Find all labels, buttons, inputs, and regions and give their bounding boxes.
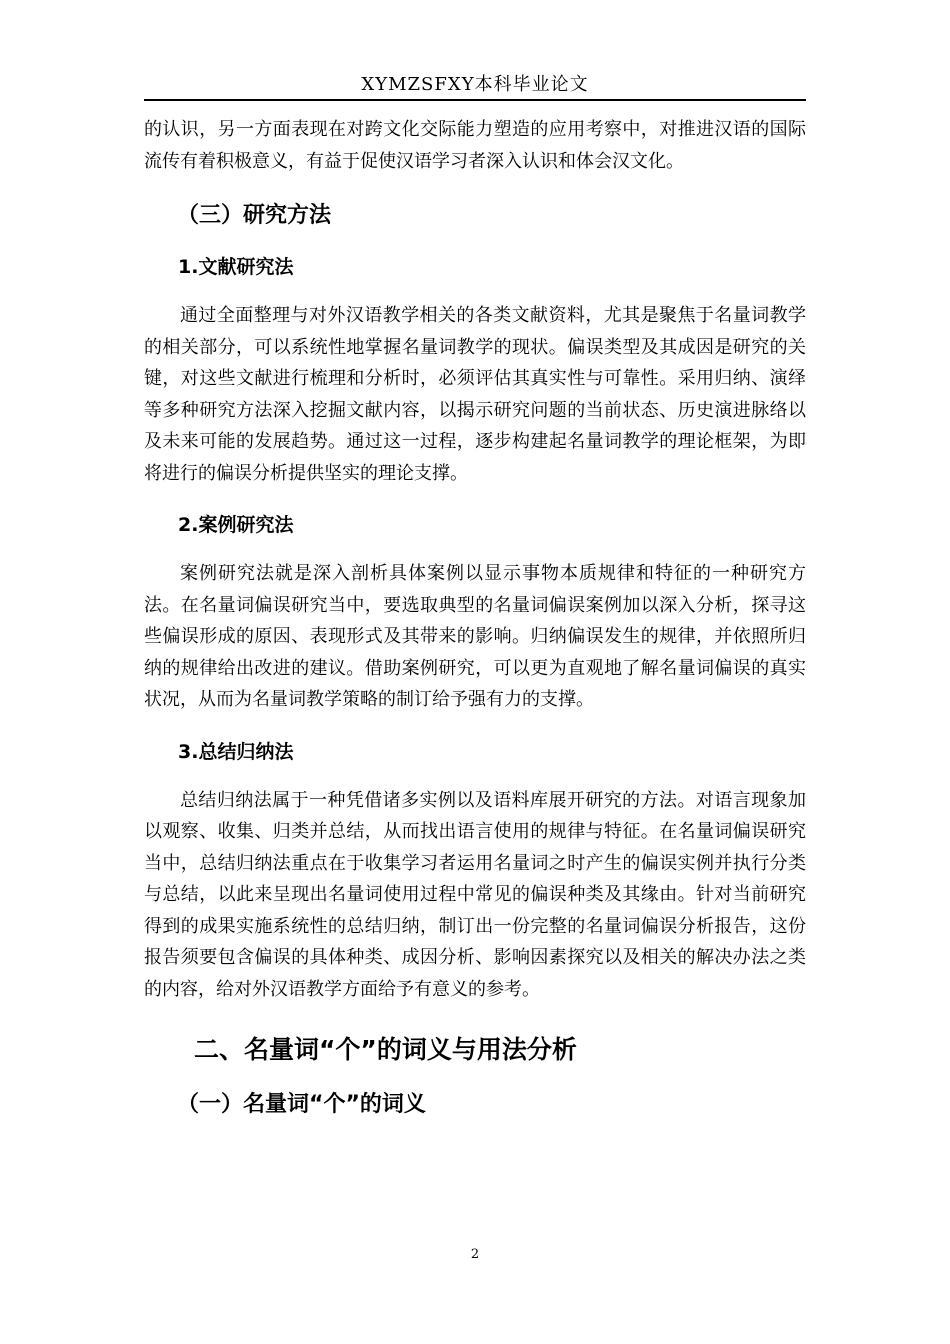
chapter-heading: 二、名量词“个”的词义与用法分析 <box>194 1035 577 1064</box>
section-heading-research-methods: （三）研究方法 <box>177 203 332 228</box>
method-paragraph-literature: 通过全面整理与对外汉语教学相关的各类文献资料，尤其是聚焦于名量词教学的相关部分，可以系统性地掌握名量词教学的现状。偏误类型及其成因是研究的关键，对这些文献进行梳理和分析时，必须评估其真实性与可靠性。采用归纳、演绎等多种研究方法深入挖掘文献内容，以揭示研究问题的当前状态、历史演进脉络以及未来可能的发展趋势。通过这一过程，逐步构建起名量词教学的理论框架，为即将进行的偏误分析提供坚实的理论支撑。 <box>144 305 806 484</box>
document-body <box>144 114 806 1121</box>
method-heading-literature: 1.文献研究法 <box>178 256 294 278</box>
method-paragraph-induction: 总结归纳法属于一种凭借诸多实例以及语料库展开研究的方法。对语言现象加以观察、收集、归类并总结，从而找出语言使用的规律与特征。在名量词偏误研究当中，总结归纳法重点在于收集学习者运用名量词之时产生的偏误实例并执行分类与总结，以此来呈现出名量词使用过程中常见的偏误种类及其缘由。针对当前研究得到的成果实施系统性的总结归纳，制订出一份完整的名量词偏误分析报告，这份报告须要包含偏误的具体种类、成因分析、影响因素探究以及相关的解决办法之类的内容，给对外汉语教学方面给予有意义的参考。 <box>144 789 806 1000</box>
method-heading-case-study: 2.案例研究法 <box>178 514 294 536</box>
page-number: 2 <box>470 1247 480 1262</box>
page-header-title: XYMZSFXY本科毕业论文 <box>361 74 589 95</box>
method-paragraph-case-study: 案例研究法就是深入剖析具体案例以显示事物本质规律和特征的一种研究方法。在名量词偏误研究当中，要选取典型的名量词偏误案例加以深入分析，探寻这些偏误形成的原因、表现形式及其带来的影响。归纳偏误发生的规律，并依照所归纳的规律给出改进的建议。借助案例研究，可以更为直观地了解名量词偏误的真实状况，从而为名量词教学策略的制订给予强有力的支撑。 <box>144 563 806 710</box>
subsection-heading: （一）名量词“个”的词义 <box>177 1092 426 1117</box>
intro-paragraph: 的认识，另一方面表现在对跨文化交际能力塑造的应用考察中，对推进汉语的国际流传有着积极意义，有益于促使汉语学习者深入认识和体会汉文化。 <box>144 119 806 172</box>
method-heading-induction: 3.总结归纳法 <box>178 740 294 763</box>
header-divider <box>144 99 806 101</box>
